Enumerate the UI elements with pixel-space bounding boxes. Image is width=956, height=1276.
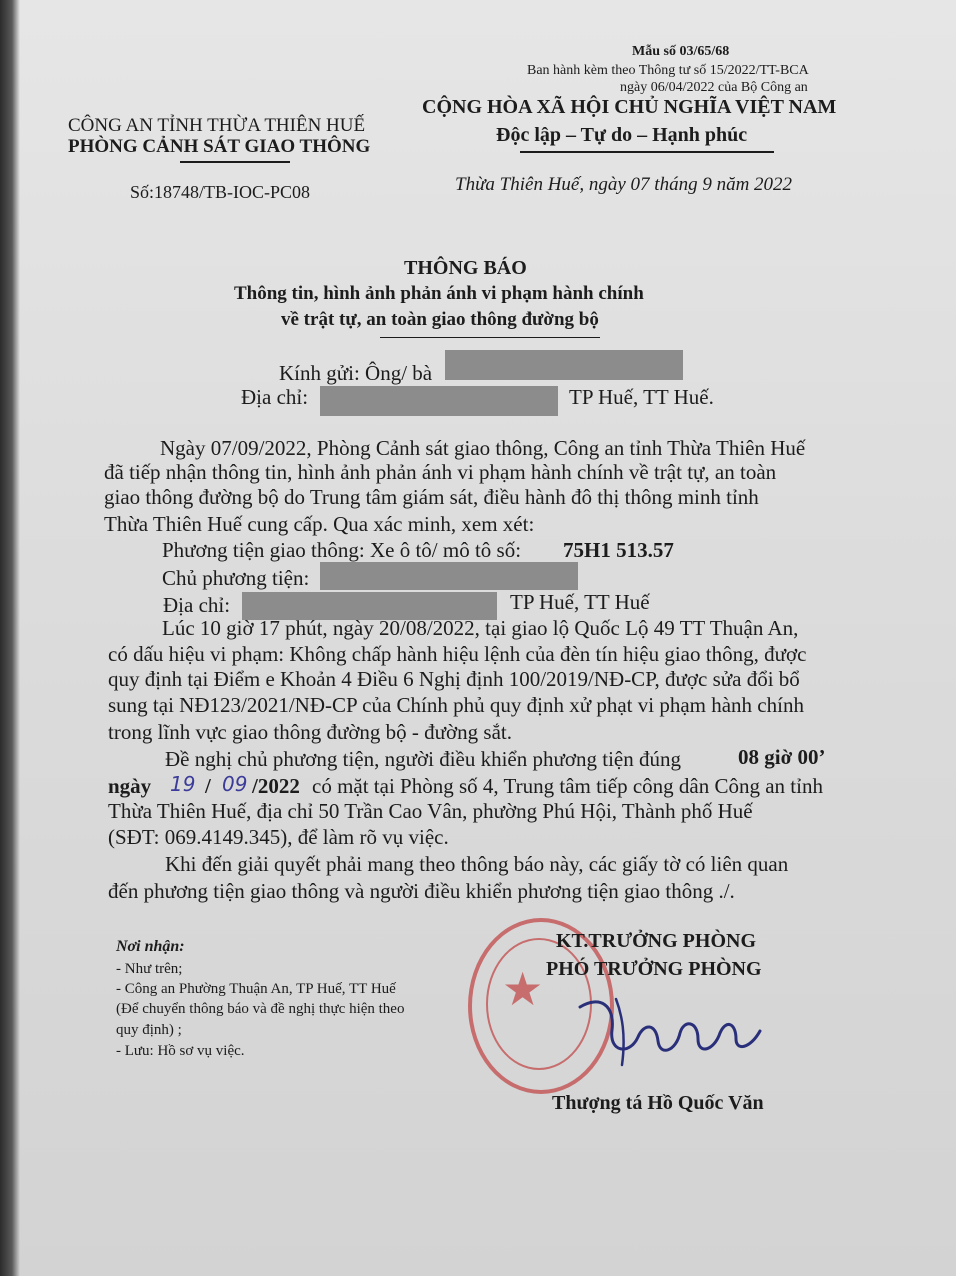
request-month-handwritten: 09 [222,772,248,796]
department-underline [180,161,290,163]
body-p1-line3: giao thông đường bộ do Trung tâm giám sát, điều hành đô thị thông minh tỉnh [104,485,759,509]
request-time: 08 giờ 00’ [738,745,826,769]
request-line1: Đề nghị chủ phương tiện, người điều khiển phương tiện đúng [165,747,681,771]
request-day-label: ngày [108,774,152,798]
request-line2-rest: có mặt tại Phòng số 4, Trung tâm tiếp công dân Công an tỉnh [312,774,823,798]
place-date: Thừa Thiên Huế, ngày 07 tháng 9 năm 2022 [455,174,793,195]
agency-name: CÔNG AN TỈNH THỪA THIÊN HUẾ [68,115,366,136]
recipients-heading: Nơi nhận: [116,938,185,955]
recipient-address-suffix: TP Huế, TT Huế. [569,385,714,409]
redacted-recipient-name [445,350,683,380]
recipient-greeting: Kính gửi: Ông/ bà [279,361,433,385]
body-p1-line2: đã tiếp nhận thông tin, hình ảnh phản ánh vi phạm hành chính về trật tự, an toàn [104,460,777,484]
violation-line5: trong lĩnh vực giao thông đường bộ - đường sắt. [108,720,512,744]
violation-line3: quy định tại Điểm e Khoản 4 Điều 6 Nghị định 100/2019/NĐ-CP, được sửa đổi bổ [108,667,800,691]
request-date-slash: / [205,774,211,798]
nation-motto: Độc lập – Tự do – Hạnh phúc [496,124,748,146]
owner-address-label: Địa chỉ: [163,593,231,617]
recipients-item3: (Để chuyển thông báo và đề nghị thực hiện theo [116,1001,405,1017]
owner-address-suffix: TP Huế, TT Huế [510,590,650,614]
recipients-item4: quy định) ; [116,1022,182,1038]
notice-subtitle-line1: Thông tin, hình ảnh phản ánh vi phạm hành chính [234,283,644,304]
closing-line1: Khi đến giải quyết phải mang theo thông báo này, các giấy tờ có liên quan [165,852,789,876]
violation-line1: Lúc 10 giờ 17 phút, ngày 20/08/2022, tại giao lộ Quốc Lộ 49 TT Thuận An, [162,616,799,640]
recipients-item2: - Công an Phường Thuận An, TP Huế, TT Huế [116,981,396,997]
signer-title2: PHÓ TRƯỞNG PHÒNG [546,958,762,980]
redacted-recipient-address [320,386,558,416]
recipient-address-label: Địa chỉ: [241,385,309,409]
document-number: Số:18748/TB-IOC-PC08 [130,182,311,202]
vehicle-label: Phương tiện giao thông: Xe ô tô/ mô tô số: [162,538,522,562]
recipients-item5: - Lưu: Hồ sơ vụ việc. [116,1043,245,1059]
request-year: /2022 [252,774,300,798]
violation-line2: có dấu hiệu vi phạm: Không chấp hành hiệu lệnh của đèn tín hiệu giao thông, được [108,642,807,666]
form-code: Mẫu số 03/65/68 [632,44,730,59]
motto-underline [520,151,774,153]
owner-label: Chủ phương tiện: [162,566,310,590]
notice-subtitle-line2: về trật tự, an toàn giao thông đường bộ [281,309,599,330]
department-name: PHÒNG CẢNH SÁT GIAO THÔNG [68,136,371,157]
request-line4: (SĐT: 069.4149.345), để làm rõ vụ việc. [108,825,449,849]
body-p1-line4: Thừa Thiên Huế cung cấp. Qua xác minh, xem xét: [104,512,535,536]
body-p1-line1: Ngày 07/09/2022, Phòng Cảnh sát giao thông, Công an tỉnh Thừa Thiên Huế [160,436,806,460]
signer-name: Thượng tá Hồ Quốc Văn [552,1092,764,1114]
photo-edge-shadow [0,0,20,1276]
form-issued-line2: ngày 06/04/2022 của Bộ Công an [620,80,808,95]
nation-title: CỘNG HÒA XÃ HỘI CHỦ NGHĨA VIỆT NAM [422,96,837,118]
violation-line4: sung tại NĐ123/2021/NĐ-CP của Chính phủ quy định xử phạt vi phạm hành chính [108,693,804,717]
notice-title: THÔNG BÁO [404,257,527,279]
recipients-item1: - Như trên; [116,961,183,977]
subtitle-underline [380,337,600,338]
redacted-owner-name [320,562,578,590]
request-line3: Thừa Thiên Huế, địa chỉ 50 Trần Cao Vân, phường Phú Hội, Thành phố Huế [108,799,753,823]
form-issued-line1: Ban hành kèm theo Thông tư số 15/2022/TT-BCA [527,63,809,78]
closing-line2: đến phương tiện giao thông và người điều khiển phương tiện giao thông ./. [108,879,735,903]
vehicle-plate: 75H1 513.57 [563,538,674,562]
handwritten-signature [560,985,780,1075]
signer-title1: KT.TRƯỞNG PHÒNG [556,930,756,952]
request-day-handwritten: 19 [170,772,196,796]
star-icon: ★ [502,962,544,1016]
